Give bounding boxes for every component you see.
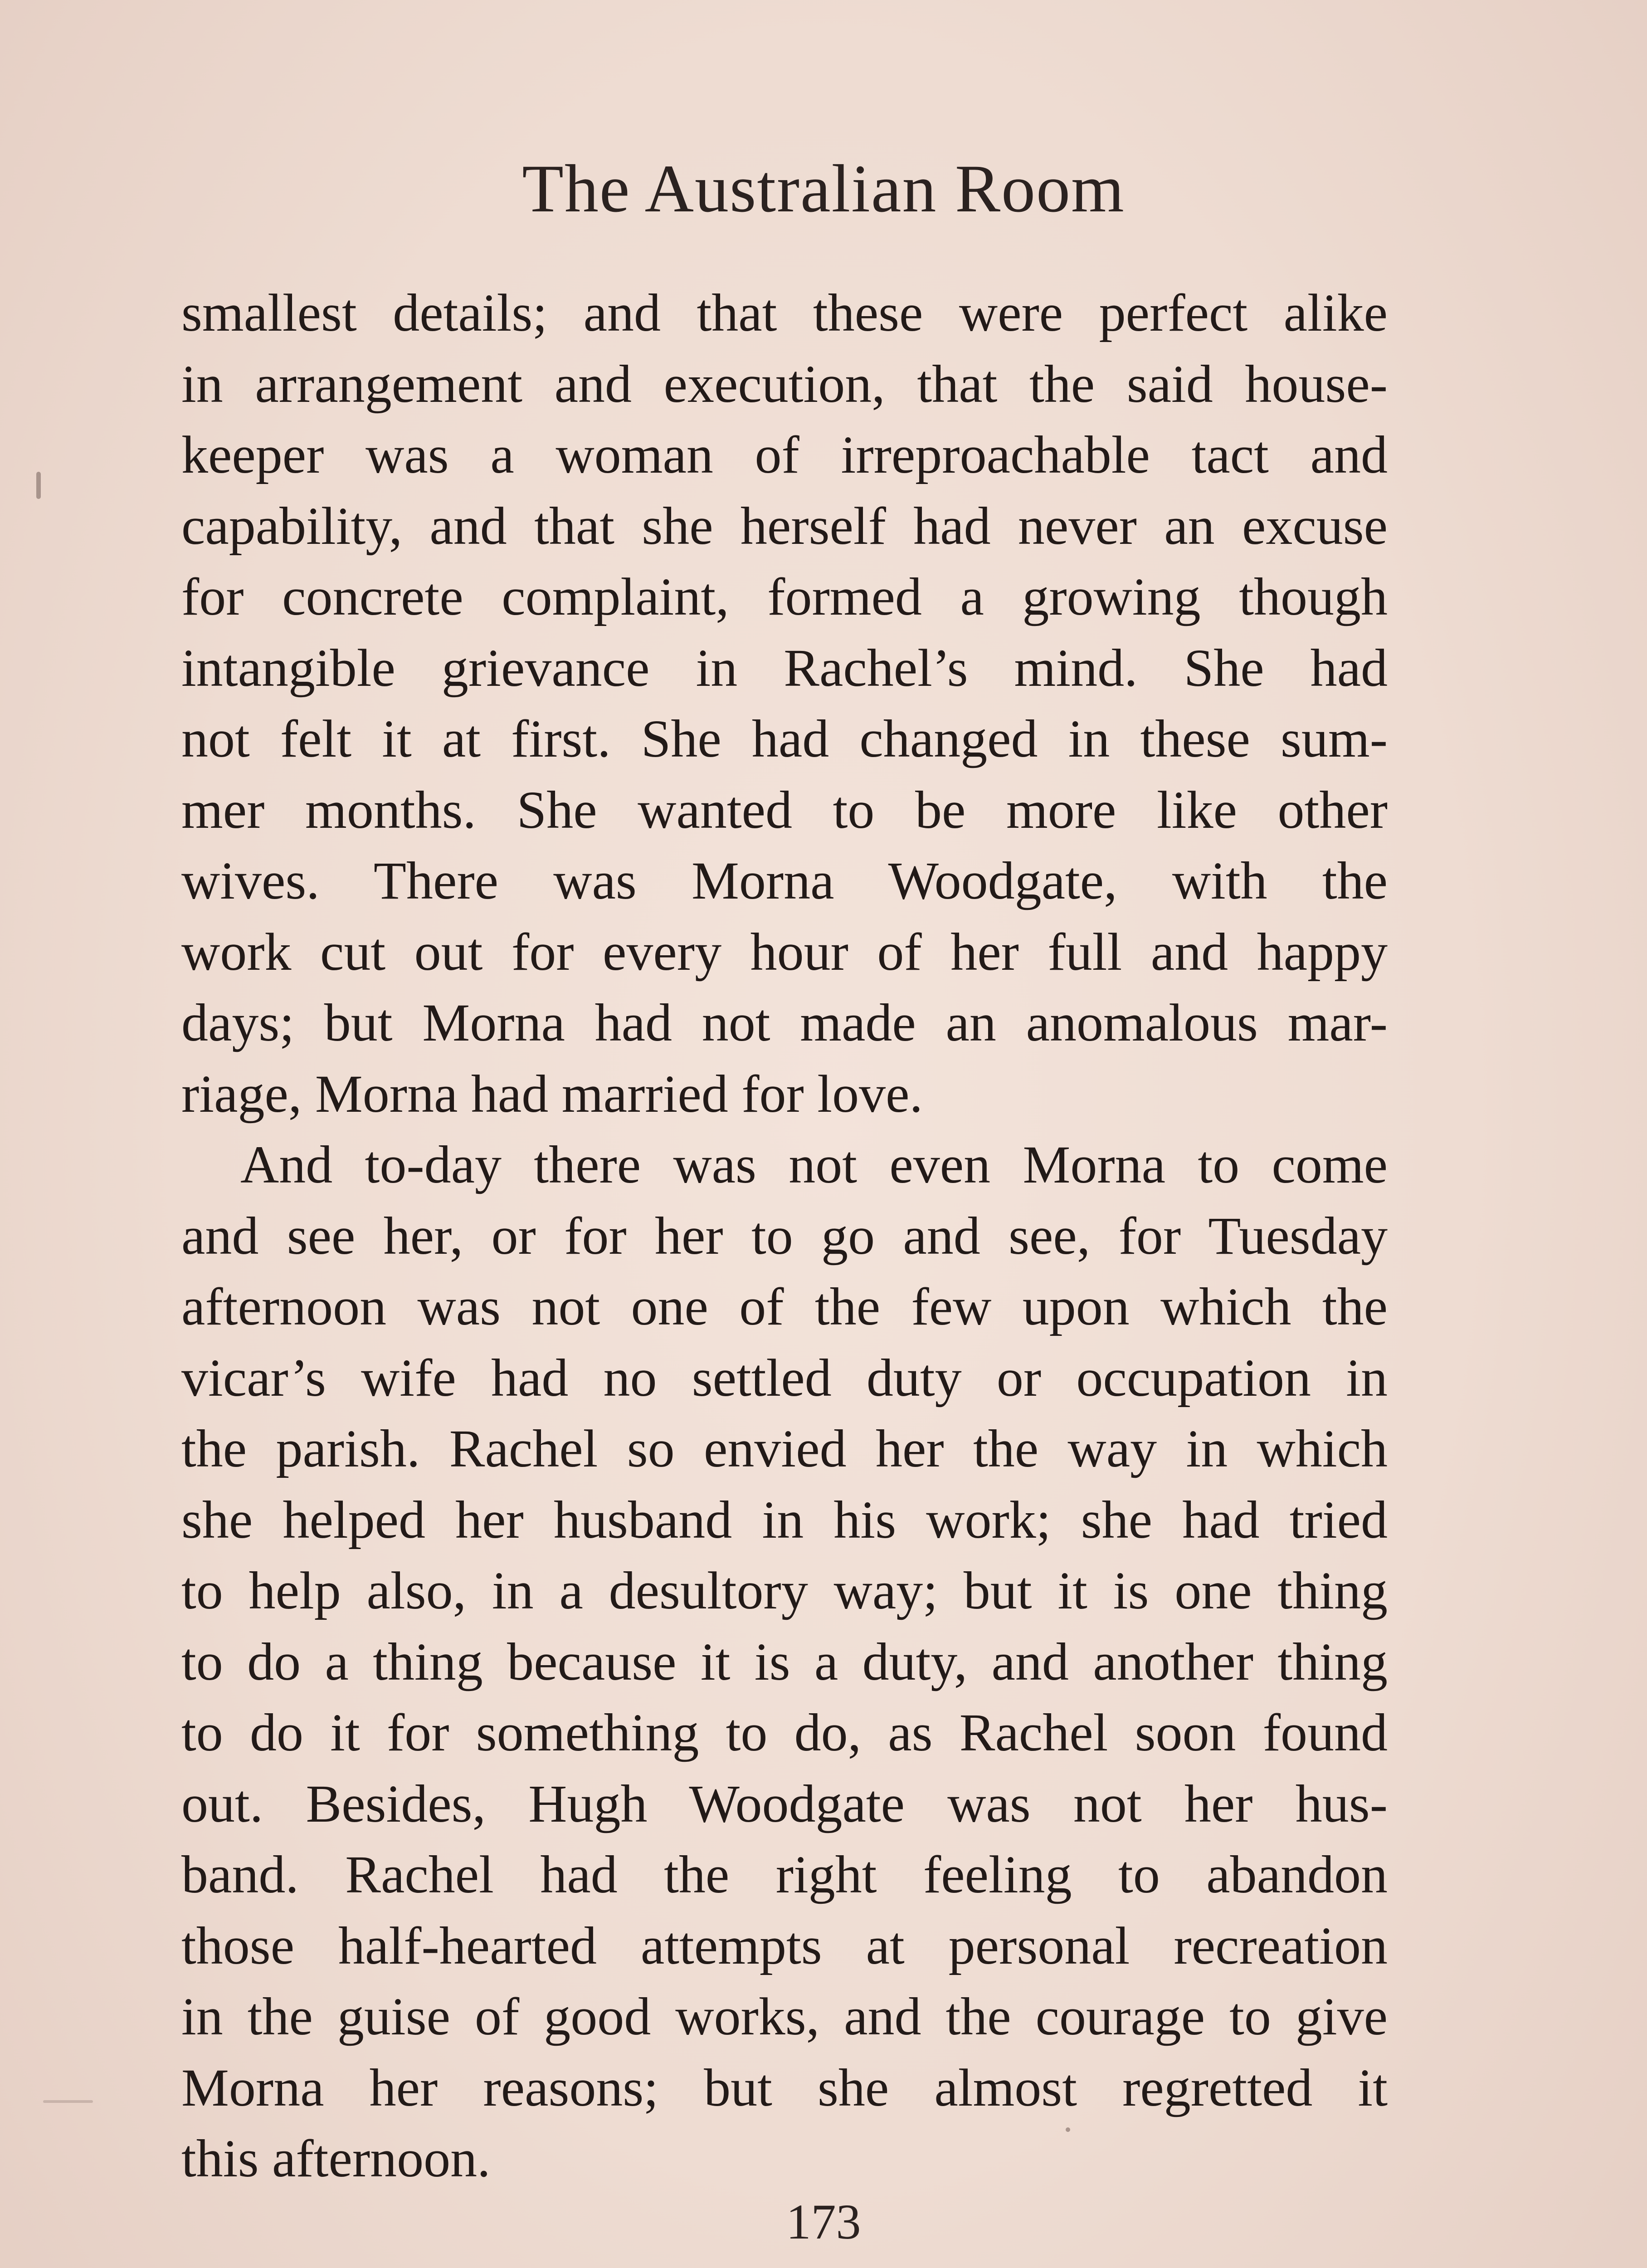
text-line: keeper was a woman of irreproachable tact and	[181, 425, 1388, 484]
text-line: afternoon was not one of the few upon which the	[181, 1277, 1388, 1336]
text-line: out. Besides, Hugh Woodgate was not her hus-	[181, 1774, 1388, 1833]
paper-speck	[43, 2100, 93, 2103]
text-line: wives. There was Morna Woodgate, with the	[181, 851, 1388, 910]
text-line: and see her, or for her to go and see, for Tuesday	[181, 1206, 1388, 1266]
text-line: Morna her reasons; but she almost regretted it	[181, 2058, 1388, 2117]
text-line: those half-hearted attempts at personal recreation	[181, 1916, 1388, 1975]
text-line: for concrete complaint, formed a growing though	[181, 567, 1388, 626]
text-line: this afternoon.	[181, 2129, 491, 2188]
text-line: mer months. She wanted to be more like other	[181, 780, 1388, 840]
text-line: in arrangement and execution, that the said house-	[181, 354, 1388, 414]
text-line: days; but Morna had not made an anomalous mar-	[181, 993, 1388, 1052]
text-line: band. Rachel had the right feeling to abandon	[181, 1845, 1388, 1904]
text-line: capability, and that she herself had never an excuse	[181, 496, 1388, 556]
paragraph-1	[181, 278, 1388, 1129]
text-line: she helped her husband in his work; she had tried	[181, 1490, 1388, 1549]
paragraph-2	[181, 1129, 1388, 2195]
page-number: 173	[786, 2194, 861, 2249]
text-line: the parish. Rachel so envied her the way in which	[181, 1419, 1388, 1478]
text-line: in the guise of good works, and the courage to give	[181, 1987, 1388, 2046]
paper-speck	[36, 472, 41, 499]
text-line: to do a thing because it is a duty, and another thing	[181, 1632, 1388, 1691]
text-line: to do it for something to do, as Rachel soon found	[181, 1703, 1388, 1762]
text-line: to help also, in a desultory way; but it is one thing	[181, 1561, 1388, 1620]
body-text	[181, 278, 1388, 2195]
text-line: work cut out for every hour of her full and happy	[181, 922, 1388, 982]
text-line: And to-day there was not even Morna to come	[240, 1135, 1388, 1194]
text-line: intangible grievance in Rachel’s mind. She had	[181, 638, 1388, 698]
running-head: The Australian Room	[522, 151, 1125, 226]
text-line: not felt it at first. She had changed in these sum-	[181, 709, 1388, 768]
text-line: vicar’s wife had no settled duty or occupation in	[181, 1348, 1388, 1408]
text-line: smallest details; and that these were perfect alike	[181, 283, 1388, 342]
text-line: riage, Morna had married for love.	[181, 1064, 923, 1124]
